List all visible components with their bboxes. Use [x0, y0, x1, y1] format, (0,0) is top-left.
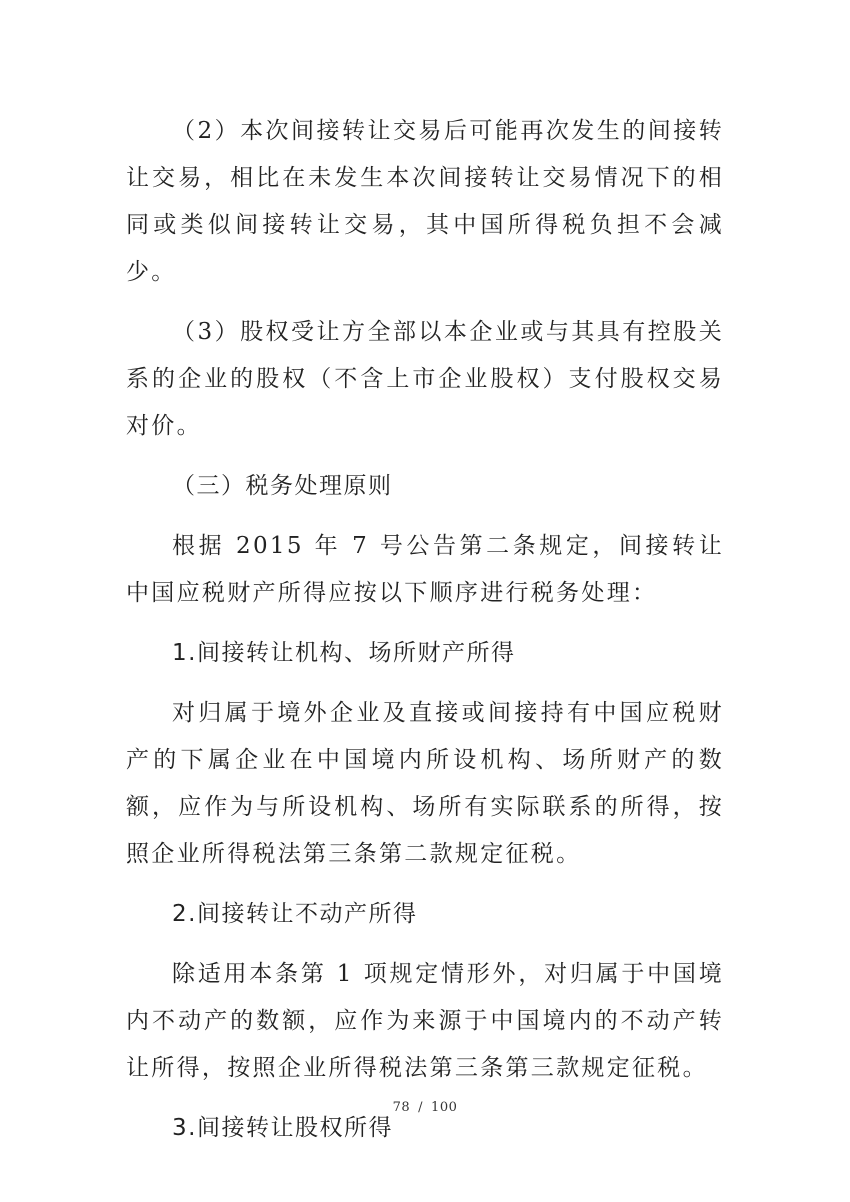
paragraph-tax-order: 根据 2015 年 7 号公告第二条规定，间接转让中国应税财产所得应按以下顺序进行税务处理： [126, 533, 724, 606]
subheading-equity: 3.间接转让股权所得 [172, 1115, 393, 1141]
subheading-real-estate: 2.间接转让不动产所得 [172, 901, 418, 927]
paragraph-condition-2: （2）本次间接转让交易后可能再次发生的间接转让交易，相比在未发生本次间接转让交易情况下的相同或类似间接转让交易，其中国所得税负担不会减少。 [126, 118, 724, 285]
subheading-establishment-property: 1.间接转让机构、场所财产所得 [172, 640, 516, 666]
current-page-number: 78 [392, 1100, 411, 1115]
total-page-number: 100 [431, 1100, 458, 1115]
page-body [126, 108, 724, 1165]
paragraph-condition-3: （3）股权受让方全部以本企业或与其具有控股关系的企业的股权（不含上市企业股权）支付股权交易对价。 [126, 319, 724, 439]
page-separator: / [418, 1100, 424, 1115]
page-number [0, 1100, 850, 1115]
section-heading-tax-principles: （三）税务处理原则 [172, 473, 393, 499]
paragraph-real-estate: 除适用本条第 1 项规定情形外，对归属于中国境内不动产的数额，应作为来源于中国境内的不动产转让所得，按照企业所得税法第三条第三款规定征税。 [126, 961, 724, 1081]
paragraph-establishment-property: 对归属于境外企业及直接或间接持有中国应税财产的下属企业在中国境内所设机构、场所财产的数额，应作为与所设机构、场所有实际联系的所得，按照企业所得税法第三条第二款规定征税。 [126, 700, 724, 867]
